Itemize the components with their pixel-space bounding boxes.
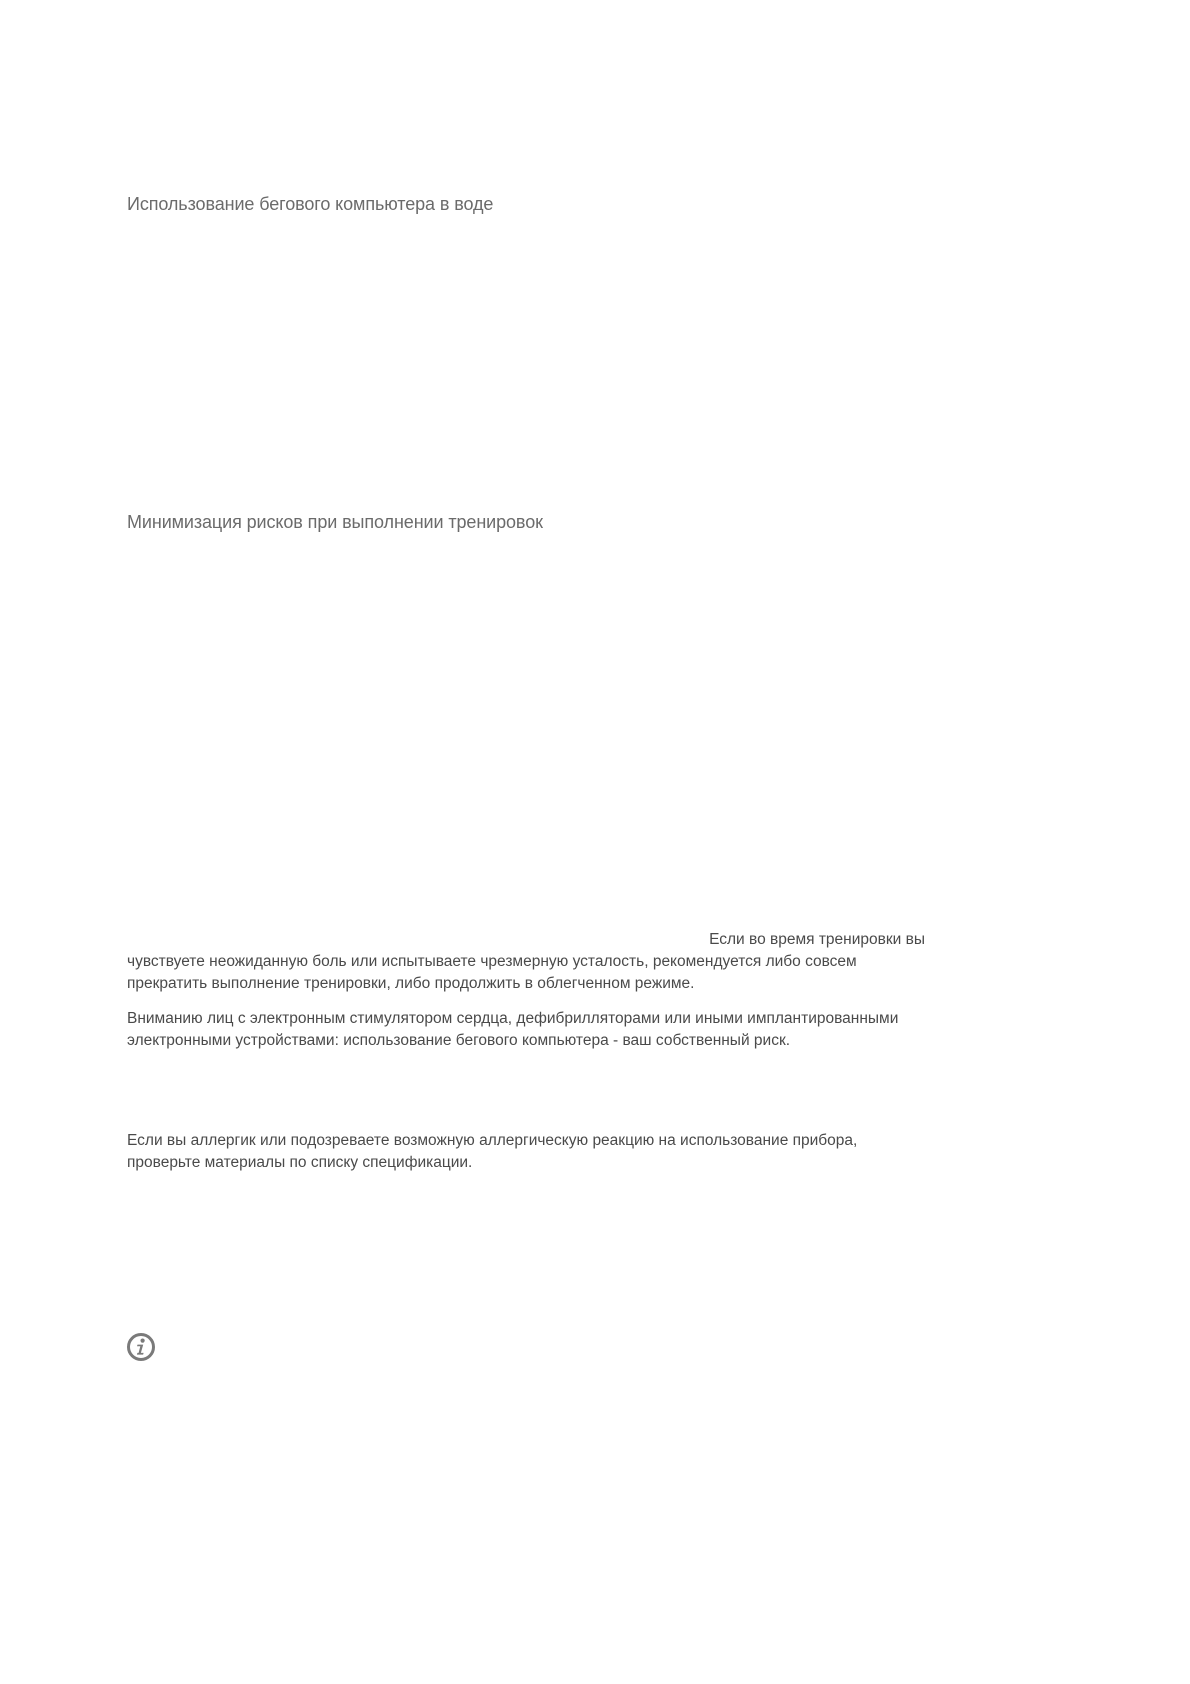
paragraph-fragment: Если во время тренировки вы	[709, 931, 925, 948]
section-heading-risk-minimization: Минимизация рисков при выполнении тренировок	[127, 512, 543, 532]
paragraph-line: проверьте материалы по списку спецификации.	[127, 1154, 473, 1171]
paragraph-line: прекратить выполнение тренировки, либо продолжить в облегченном режиме.	[127, 975, 695, 992]
paragraph-allergy	[127, 1130, 927, 1174]
paragraph-implant-warning	[127, 1008, 927, 1052]
info-icon	[126, 1332, 156, 1362]
paragraph-line: чувствуете неожиданную боль или испытываете чрезмерную усталость, рекомендуется либо совсем	[127, 953, 857, 970]
paragraph-line: электронными устройствами: использование бегового компьютера - ваш собственный риск.	[127, 1032, 791, 1049]
section-heading-water-use: Использование бегового компьютера в воде	[127, 194, 494, 214]
paragraph-line: Вниманию лиц с электронным стимулятором сердца, дефибрилляторами или иными имплантированными	[127, 1010, 899, 1027]
paragraph-pain-fatigue	[127, 951, 927, 995]
paragraph-line: Если вы аллергик или подозреваете возможную аллергическую реакцию на использование прибора,	[127, 1132, 858, 1149]
